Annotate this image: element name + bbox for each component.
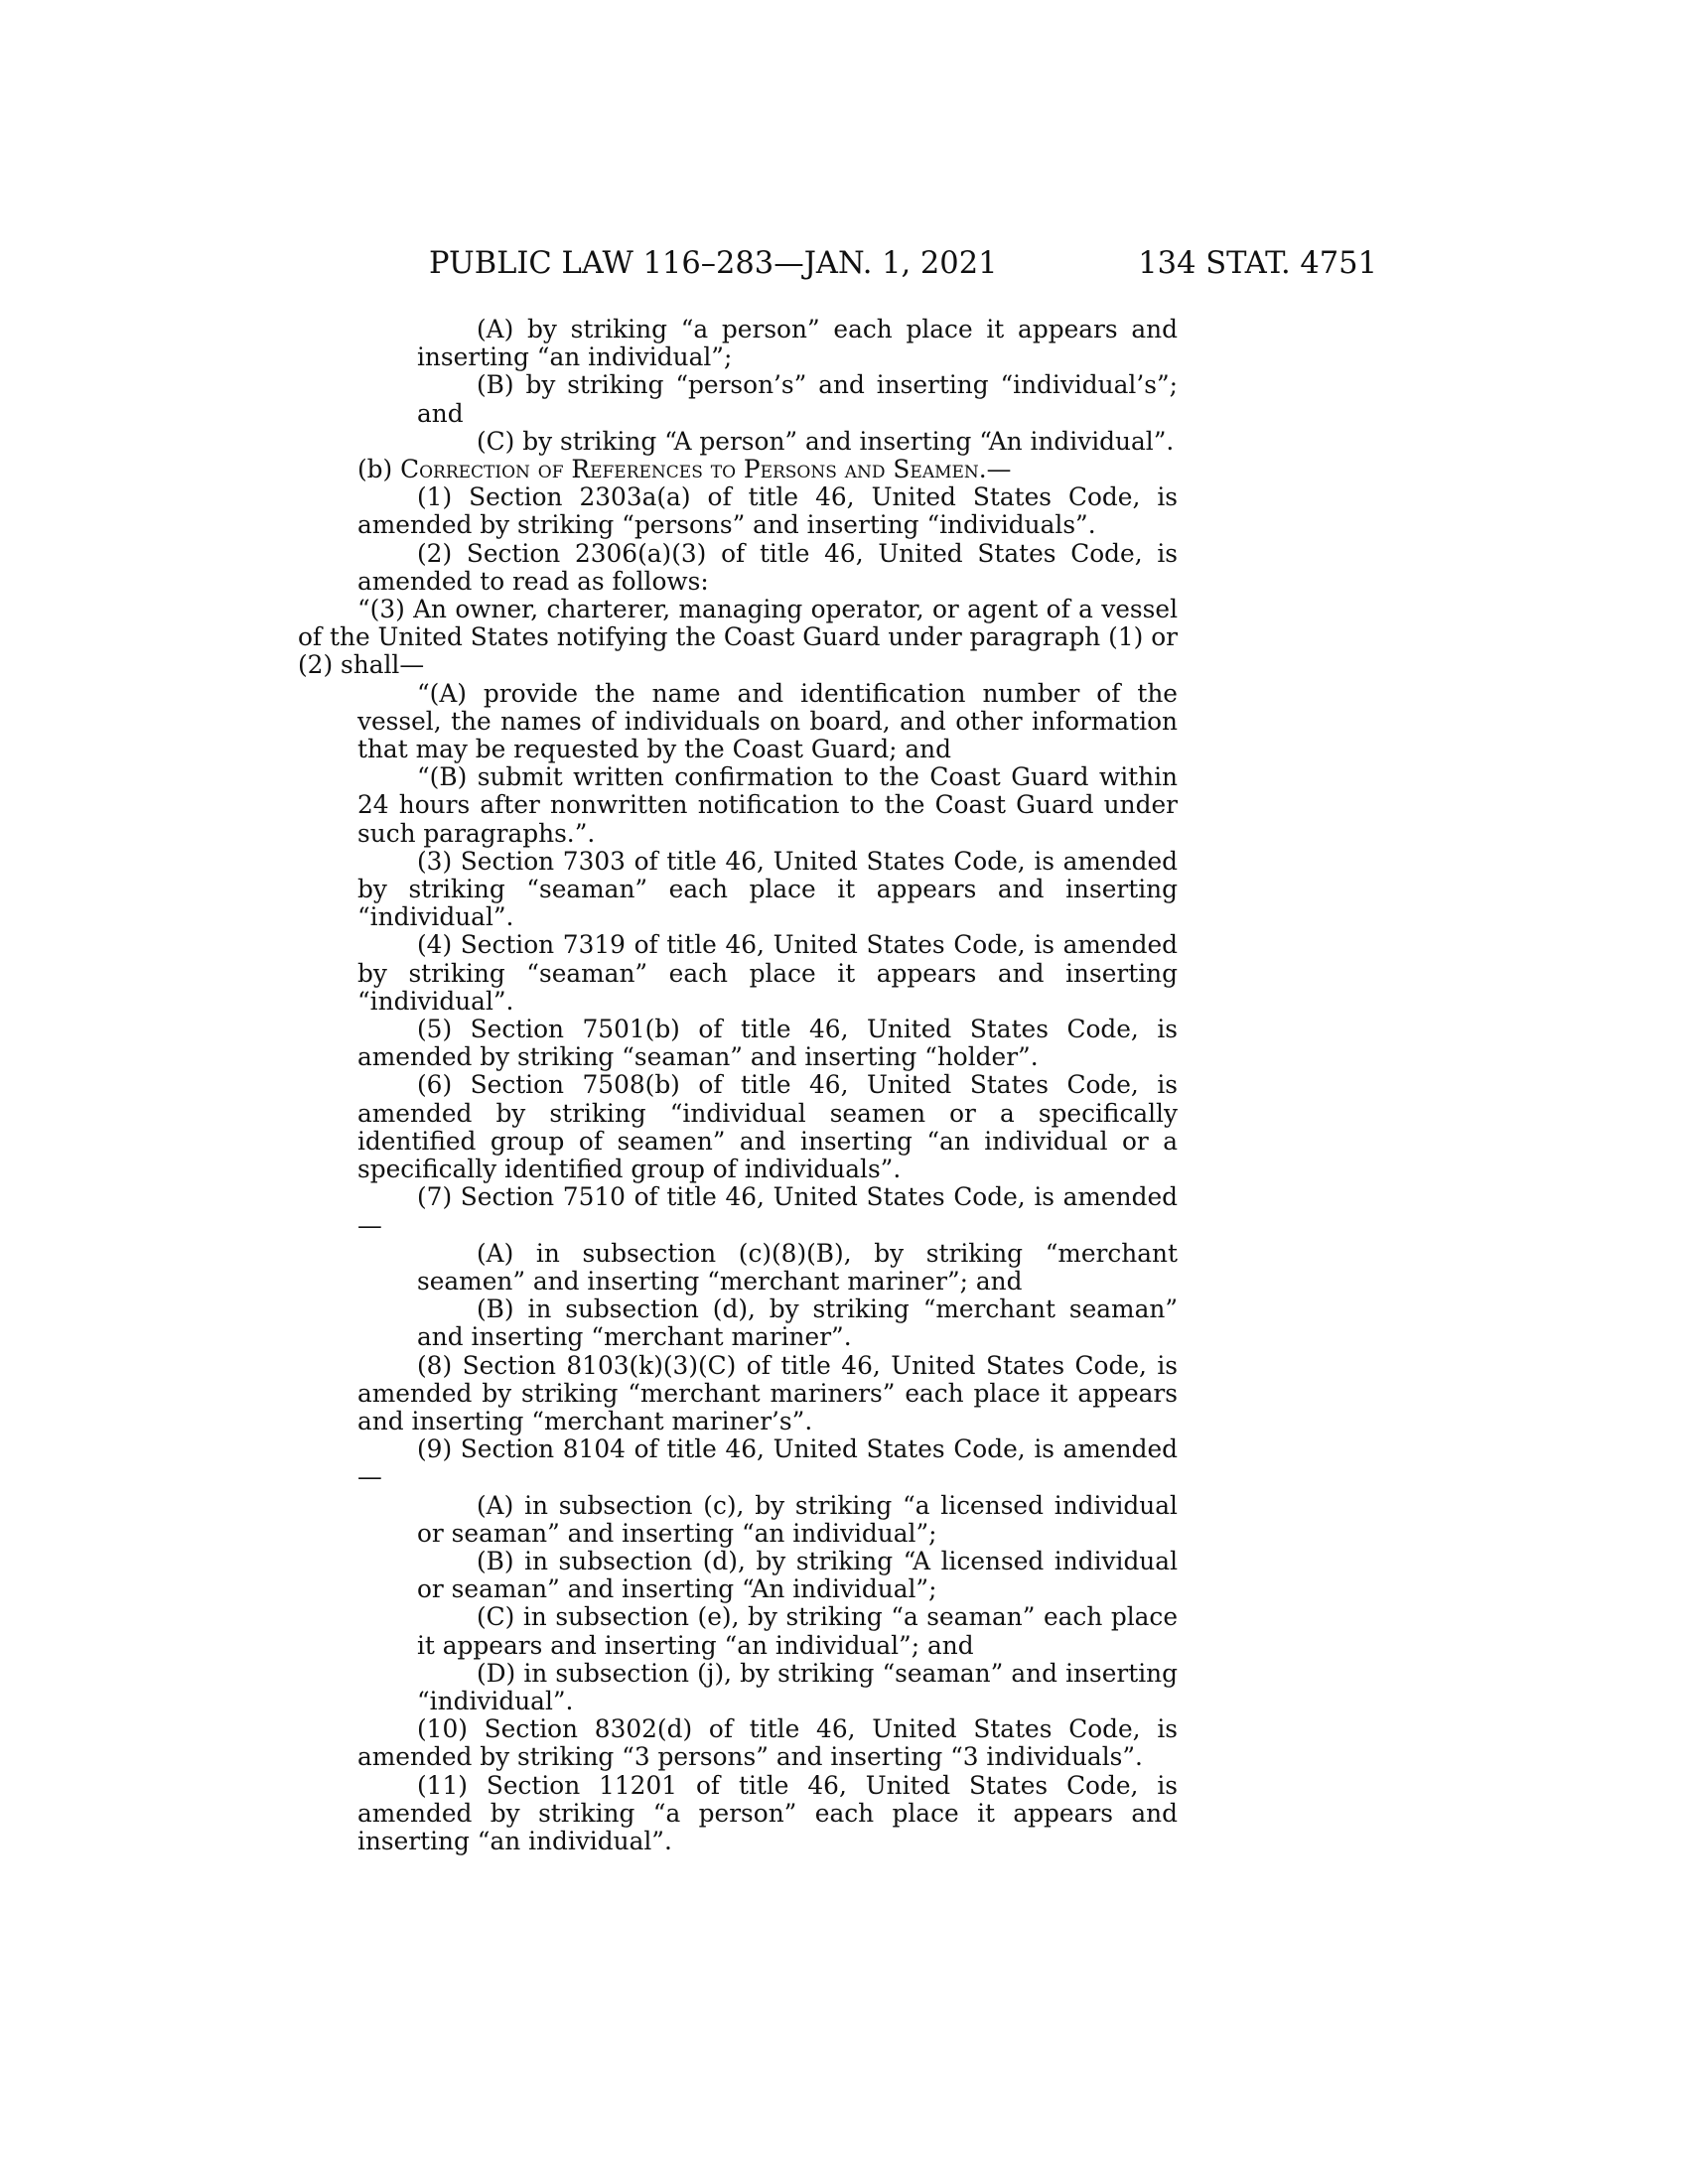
paragraph-9-a: (A) in subsection (c), by striking “a licensed individual or seaman” and inserting “an individual”; bbox=[417, 1490, 1178, 1548]
subsection-b-enum: (b) bbox=[357, 455, 393, 484]
paragraph-9-c: (C) in subsection (e), by striking “a seaman” each place it appears and inserting “an individual”; and bbox=[417, 1602, 1178, 1660]
running-head: PUBLIC LAW 116–283—JAN. 1, 2021 bbox=[429, 246, 998, 281]
quoted-subparagraph-b: “(B) submit written confirmation to the Coast Guard within 24 hours after nonwritten notification to the Coast Guard under such paragraphs.”. bbox=[357, 762, 1178, 848]
paragraph-3: (3) Section 7303 of title 46, United States Code, is amended by striking “seaman” each place it appears and inserting “individual”. bbox=[357, 846, 1178, 932]
statute-citation: 134 STAT. 4751 bbox=[1138, 246, 1377, 281]
quoted-subparagraph-a: “(A) provide the name and identification number of the vessel, the names of individuals on board, and other information that may be requested by the Coast Guard; and bbox=[357, 678, 1178, 764]
body-text bbox=[298, 316, 1178, 1855]
paragraph-7-b: (B) in subsection (d), by striking “merchant seaman” and inserting “merchant mariner”. bbox=[417, 1295, 1178, 1352]
paragraph-b-1: (B) by striking “person’s” and inserting “individual’s”; and bbox=[417, 370, 1178, 428]
quoted-paragraph-3: “(3) An owner, charterer, managing operator, or agent of a vessel of the United States notifying the Coast Guard under paragraph (1) or (2) shall— bbox=[298, 595, 1178, 680]
paragraph-9: (9) Section 8104 of title 46, United States Code, is amended— bbox=[357, 1434, 1178, 1492]
paragraph-8: (8) Section 8103(k)(3)(C) of title 46, United States Code, is amended by striking “merchant mariners” each place it appears and inserting “merchant mariner’s”. bbox=[357, 1350, 1178, 1435]
page-header bbox=[429, 244, 1377, 284]
subsection-b-heading bbox=[298, 456, 1178, 483]
paragraph-c-1: (C) by striking “A person” and inserting “An individual”. bbox=[477, 426, 1175, 456]
paragraph-6: (6) Section 7508(b) of title 46, United States Code, is amended by striking “individual seamen or a specifically identified group of seamen” and inserting “an individual or a specifically identified group of individuals”. bbox=[357, 1070, 1178, 1184]
paragraph-5: (5) Section 7501(b) of title 46, United States Code, is amended by striking “seaman” and inserting “holder”. bbox=[357, 1015, 1178, 1072]
paragraph-9-b: (B) in subsection (d), by striking “A licensed individual or seaman” and inserting “An individual”; bbox=[417, 1546, 1178, 1604]
paragraph-2: (2) Section 2306(a)(3) of title 46, United States Code, is amended to read as follows: bbox=[357, 538, 1178, 596]
paragraph-7-a: (A) in subsection (c)(8)(B), by striking “merchant seamen” and inserting “merchant mariner”; and bbox=[417, 1238, 1178, 1296]
paragraph-11: (11) Section 11201 of title 46, United States Code, is amended by striking “a person” each place it appears and inserting “an individual”. bbox=[357, 1770, 1178, 1855]
paragraph-a-1: (A) by striking “a person” each place it appears and inserting “an individual”; bbox=[417, 315, 1178, 372]
subsection-b-title: Correction of References to Persons and Seamen.— bbox=[400, 455, 1012, 484]
paragraph-10: (10) Section 8302(d) of title 46, United States Code, is amended by striking “3 persons” and inserting “3 individuals”. bbox=[357, 1714, 1178, 1772]
paragraph-9-d: (D) in subsection (j), by striking “seaman” and inserting “individual”. bbox=[417, 1658, 1178, 1715]
paragraph-4: (4) Section 7319 of title 46, United States Code, is amended by striking “seaman” each place it appears and inserting “individual”. bbox=[357, 930, 1178, 1016]
paragraph-7: (7) Section 7510 of title 46, United States Code, is amended— bbox=[357, 1182, 1178, 1240]
paragraph-1: (1) Section 2303a(a) of title 46, United States Code, is amended by striking “persons” and inserting “individuals”. bbox=[357, 482, 1178, 540]
